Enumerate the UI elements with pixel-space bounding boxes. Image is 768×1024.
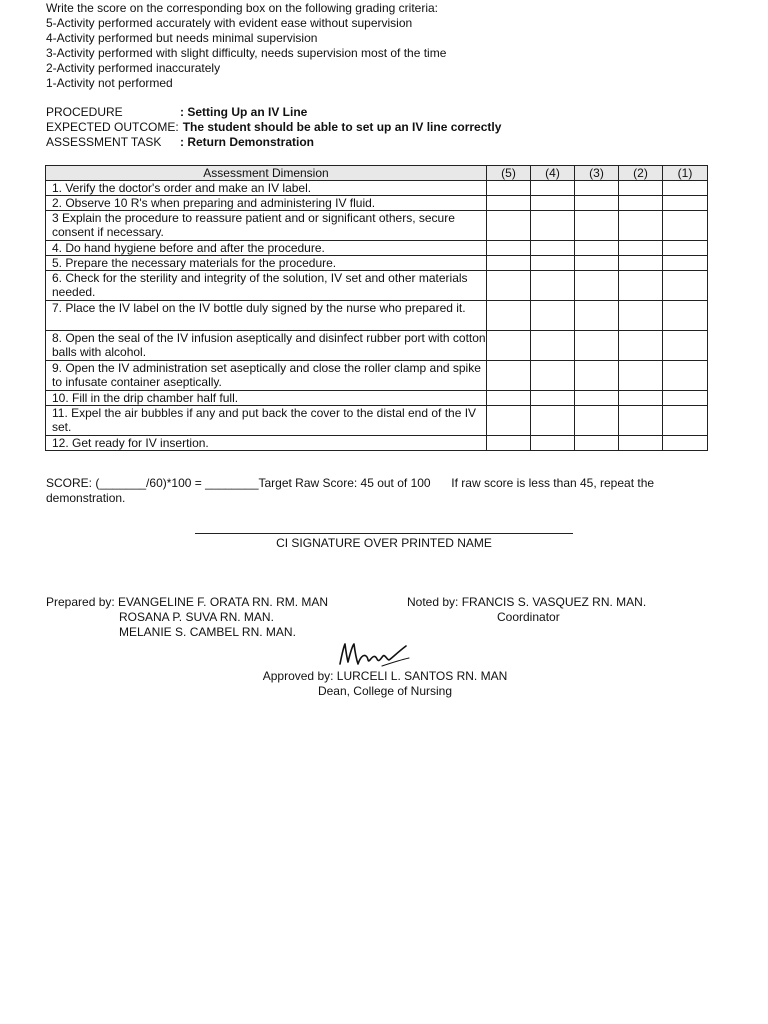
signature-label: CI SIGNATURE OVER PRINTED NAME (276, 536, 492, 550)
procedure-value: : Setting Up an IV Line (180, 105, 308, 119)
outcome-label: EXPECTED OUTCOME: (46, 120, 179, 134)
dimension-cell: 3 Explain the procedure to reassure patient and or significant others, secure consent if necessary. (46, 211, 487, 241)
table-row (46, 241, 708, 256)
criteria-item: 1-Activity not performed (46, 76, 173, 90)
score-cell-4[interactable] (531, 196, 575, 211)
score-cell-4[interactable] (531, 436, 575, 451)
score-cell-4[interactable] (531, 211, 575, 241)
dimension-cell: 2. Observe 10 R's when preparing and administering IV fluid. (46, 196, 487, 211)
table-row (46, 361, 708, 391)
score-cell-5[interactable] (487, 271, 531, 301)
prepared-by-line: Prepared by: EVANGELINE F. ORATA RN. RM. MAN (46, 595, 329, 609)
score-cell-1[interactable] (663, 271, 708, 301)
score-cell-2[interactable] (619, 331, 663, 361)
table-row (46, 256, 708, 271)
score-cell-5[interactable] (487, 181, 531, 196)
prepared-by-line: ROSANA P. SUVA RN. MAN. (119, 610, 274, 624)
score-cell-5[interactable] (487, 436, 531, 451)
header-score-1: (1) (663, 166, 708, 181)
score-cell-3[interactable] (575, 196, 619, 211)
score-cell-3[interactable] (575, 211, 619, 241)
dimension-cell: 9. Open the IV administration set aseptically and close the roller clamp and spike to infusate container aseptically. (46, 361, 487, 391)
table-row (46, 181, 708, 196)
noted-by-line: Noted by: FRANCIS S. VASQUEZ RN. MAN. (407, 595, 647, 609)
score-cell-3[interactable] (575, 256, 619, 271)
header-score-4: (4) (531, 166, 575, 181)
criteria-intro: Write the score on the corresponding box on the following grading criteria: (46, 1, 438, 15)
score-cell-4[interactable] (531, 406, 575, 436)
criteria-item: 3-Activity performed with slight difficulty, needs supervision most of the time (46, 46, 447, 60)
score-cell-5[interactable] (487, 196, 531, 211)
table-row (46, 331, 708, 361)
score-cell-2[interactable] (619, 406, 663, 436)
dimension-cell: 10. Fill in the drip chamber half full. (46, 391, 487, 406)
dimension-cell: 1. Verify the doctor's order and make an IV label. (46, 181, 487, 196)
score-cell-5[interactable] (487, 331, 531, 361)
score-cell-5[interactable] (487, 391, 531, 406)
noted-by-role: Coordinator (497, 610, 560, 624)
score-cell-4[interactable] (531, 301, 575, 331)
score-cell-1[interactable] (663, 406, 708, 436)
approved-by (230, 669, 540, 699)
table-row (46, 436, 708, 451)
dimension-cell: 12. Get ready for IV insertion. (46, 436, 487, 451)
score-cell-4[interactable] (531, 391, 575, 406)
score-cell-3[interactable] (575, 271, 619, 301)
score-cell-2[interactable] (619, 256, 663, 271)
assessment-table (45, 165, 708, 451)
score-cell-1[interactable] (663, 256, 708, 271)
score-cell-3[interactable] (575, 301, 619, 331)
signature-line (195, 533, 573, 534)
header-score-3: (3) (575, 166, 619, 181)
header-score-2: (2) (619, 166, 663, 181)
score-cell-1[interactable] (663, 391, 708, 406)
criteria-item: 2-Activity performed inaccurately (46, 61, 221, 75)
score-cell-1[interactable] (663, 301, 708, 331)
score-cell-4[interactable] (531, 181, 575, 196)
score-cell-3[interactable] (575, 436, 619, 451)
table-row (46, 196, 708, 211)
noted-by (407, 595, 646, 625)
dimension-cell: 8. Open the seal of the IV infusion aseptically and disinfect rubber port with cotton balls with alcohol. (46, 331, 487, 361)
score-cell-4[interactable] (531, 271, 575, 301)
score-cell-1[interactable] (663, 181, 708, 196)
prepared-by (46, 595, 328, 640)
score-repeat-note: If raw score is less than 45, repeat the demonstration. (46, 476, 655, 505)
approved-by-line: Approved by: LURCELI L. SANTOS RN. MAN (262, 669, 508, 683)
procedure-label: PROCEDURE (46, 105, 123, 119)
score-cell-1[interactable] (663, 211, 708, 241)
table-row (46, 271, 708, 301)
score-cell-5[interactable] (487, 256, 531, 271)
score-cell-3[interactable] (575, 241, 619, 256)
criteria-item: 4-Activity performed but needs minimal supervision (46, 31, 318, 45)
table-row (46, 301, 708, 331)
table-row (46, 391, 708, 406)
dimension-cell: 4. Do hand hygiene before and after the procedure. (46, 241, 487, 256)
dimension-cell: 5. Prepare the necessary materials for the procedure. (46, 256, 487, 271)
score-cell-4[interactable] (531, 331, 575, 361)
score-cell-2[interactable] (619, 211, 663, 241)
table-row (46, 211, 708, 241)
score-cell-2[interactable] (619, 196, 663, 211)
score-cell-2[interactable] (619, 181, 663, 196)
score-cell-3[interactable] (575, 361, 619, 391)
score-formula: SCORE: (_______/60)*100 = ________Target Raw Score: 45 out of 100 (46, 476, 431, 490)
score-cell-5[interactable] (487, 301, 531, 331)
score-cell-3[interactable] (575, 391, 619, 406)
score-formula-section (46, 476, 706, 506)
score-cell-1[interactable] (663, 331, 708, 361)
score-cell-3[interactable] (575, 406, 619, 436)
procedure-meta (46, 105, 501, 150)
dimension-cell: 7. Place the IV label on the IV bottle duly signed by the nurse who prepared it. (46, 301, 487, 331)
handwritten-signature (336, 638, 414, 672)
score-cell-5[interactable] (487, 241, 531, 256)
score-cell-3[interactable] (575, 331, 619, 361)
score-cell-5[interactable] (487, 406, 531, 436)
score-cell-4[interactable] (531, 256, 575, 271)
score-cell-2[interactable] (619, 436, 663, 451)
score-cell-4[interactable] (531, 241, 575, 256)
score-cell-1[interactable] (663, 196, 708, 211)
task-value: : Return Demonstration (180, 135, 315, 149)
score-cell-2[interactable] (619, 271, 663, 301)
score-cell-2[interactable] (619, 391, 663, 406)
task-label: ASSESSMENT TASK (46, 135, 162, 149)
score-cell-1[interactable] (663, 241, 708, 256)
table-header-row (46, 166, 708, 181)
dimension-cell: 11. Expel the air bubbles if any and put back the cover to the distal end of the IV set. (46, 406, 487, 436)
score-cell-5[interactable] (487, 211, 531, 241)
header-score-5: (5) (487, 166, 531, 181)
table-row (46, 406, 708, 436)
score-cell-1[interactable] (663, 436, 708, 451)
dimension-cell: 6. Check for the sterility and integrity of the solution, IV set and other materials needed. (46, 271, 487, 301)
approved-by-role: Dean, College of Nursing (317, 684, 453, 698)
score-cell-4[interactable] (531, 361, 575, 391)
criteria-item: 5-Activity performed accurately with evident ease without supervision (46, 16, 413, 30)
header-assessment-dimension: Assessment Dimension (46, 166, 487, 181)
score-cell-2[interactable] (619, 301, 663, 331)
score-cell-5[interactable] (487, 361, 531, 391)
score-cell-1[interactable] (663, 361, 708, 391)
outcome-value: The student should be able to set up an IV line correctly (182, 120, 502, 134)
grading-criteria (46, 1, 446, 91)
score-cell-3[interactable] (575, 181, 619, 196)
prepared-by-line: MELANIE S. CAMBEL RN. MAN. (119, 625, 296, 639)
score-cell-2[interactable] (619, 361, 663, 391)
score-cell-2[interactable] (619, 241, 663, 256)
